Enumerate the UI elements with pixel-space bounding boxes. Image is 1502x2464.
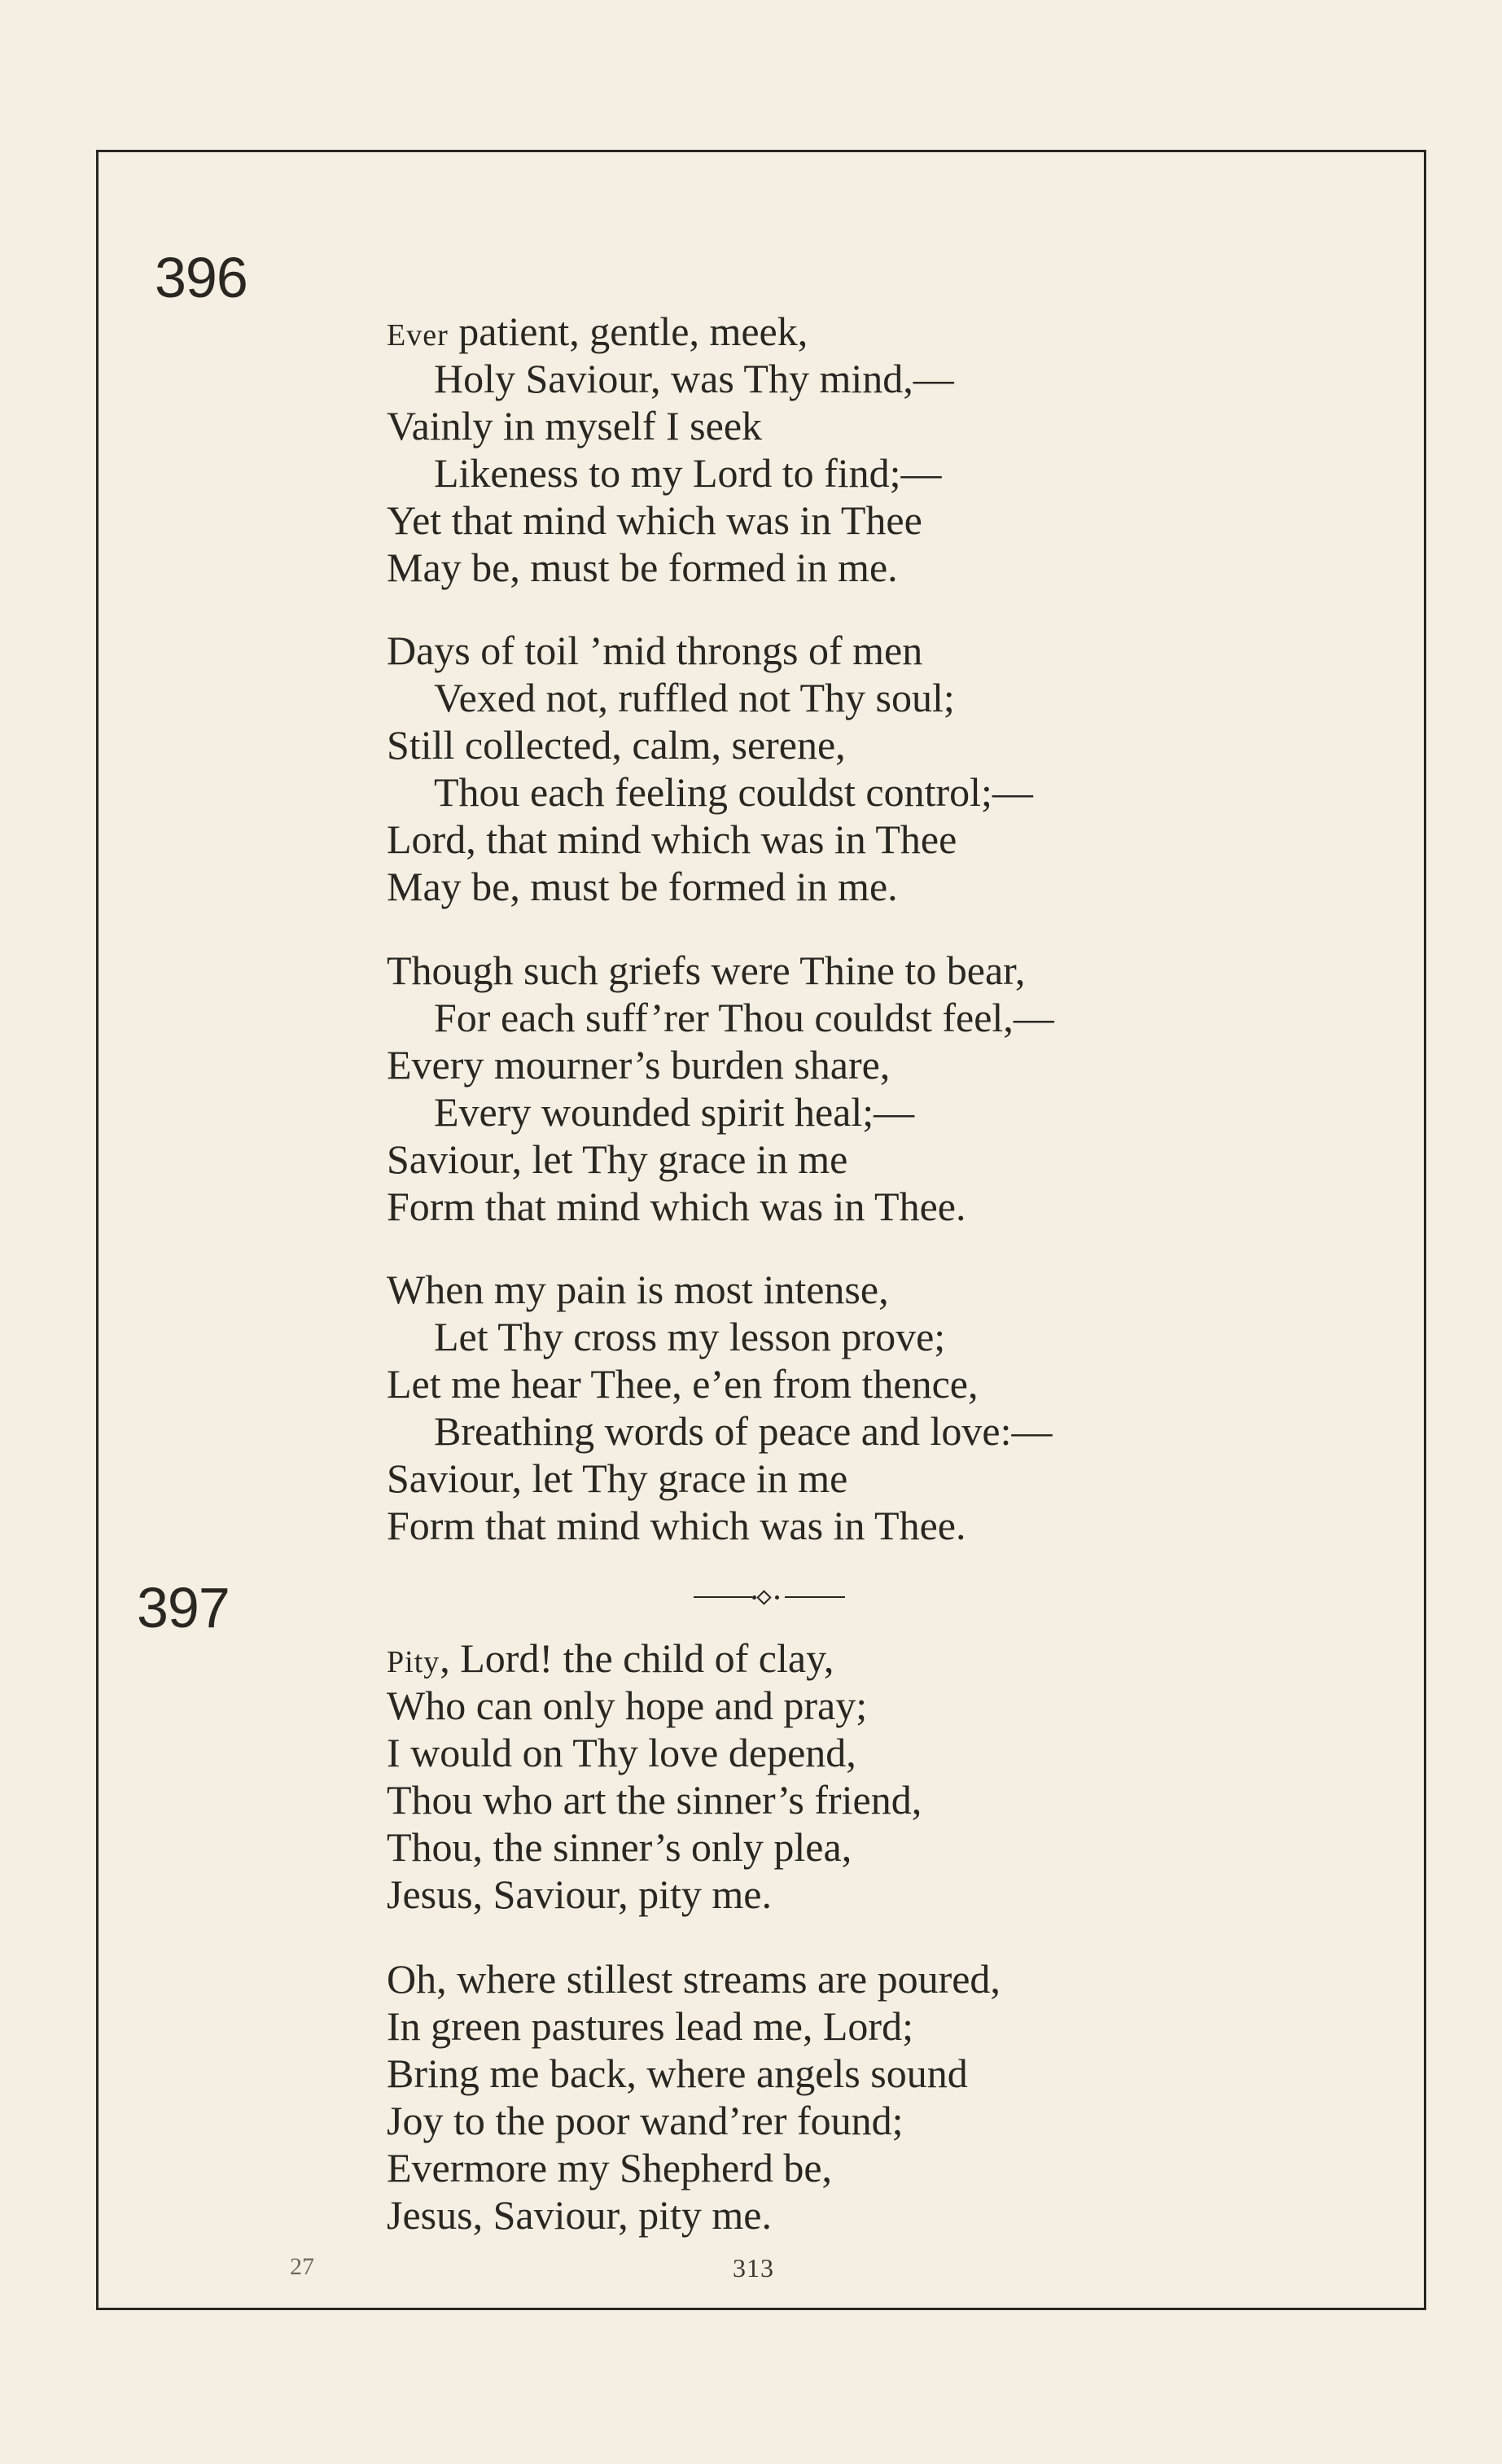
stanza-line: Likeness to my Lord to find;— xyxy=(434,450,942,496)
stanza-line: Form that mind which was in Thee. xyxy=(387,1184,966,1229)
stanza-line: In green pastures lead me, Lord; xyxy=(387,2003,913,2049)
hymn-number-396: 396 xyxy=(155,246,247,309)
signature-mark: 27 xyxy=(290,2253,314,2280)
stanza-line: Who can only hope and pray; xyxy=(387,1683,868,1728)
stanza-line: Holy Saviour, was Thy mind,— xyxy=(434,356,954,401)
first-word-small-caps: Ever xyxy=(387,318,449,352)
stanza-line: Every wounded spirit heal;— xyxy=(434,1089,915,1135)
divider-rule-right xyxy=(785,1596,845,1598)
stanza-line: Evermore my Shepherd be, xyxy=(387,2145,833,2190)
hymn-396-stanza-3 xyxy=(387,947,1054,1230)
hymn-396-stanza-4 xyxy=(387,1266,1052,1549)
stanza-line: Pity, Lord! the child of clay, xyxy=(387,1635,834,1681)
hymn-397-stanza-1 xyxy=(387,1635,922,1918)
stanza-line: Saviour, let Thy grace in me xyxy=(387,1455,848,1501)
stanza-line: Oh, where stillest streams are poured, xyxy=(387,1956,1001,2002)
stanza-line: May be, must be formed in me. xyxy=(387,864,898,909)
stanza-line: Still collected, calm, serene, xyxy=(387,722,846,768)
stanza-line: Though such griefs were Thine to bear, xyxy=(387,948,1026,993)
stanza-line: Let me hear Thee, e’en from thence, xyxy=(387,1361,979,1407)
stanza-line: Yet that mind which was in Thee xyxy=(387,497,922,543)
stanza-line: Saviour, let Thy grace in me xyxy=(387,1136,848,1182)
hymn-397-stanza-2 xyxy=(387,1955,1001,2239)
stanza-line: Form that mind which was in Thee. xyxy=(387,1503,966,1548)
stanza-line: Vainly in myself I seek xyxy=(387,403,763,449)
first-word-small-caps: Pity xyxy=(387,1645,440,1679)
stanza-line: May be, must be formed in me. xyxy=(387,545,898,590)
stanza-line: Joy to the poor wand’rer found; xyxy=(387,2098,904,2143)
stanza-line: I would on Thy love depend, xyxy=(387,1730,856,1775)
hymn-divider-ornament xyxy=(694,1591,845,1603)
stanza-line: Breathing words of peace and love:— xyxy=(434,1408,1053,1454)
stanza-line: Bring me back, where angels sound xyxy=(387,2050,968,2096)
stanza-line: When my pain is most intense, xyxy=(387,1267,889,1312)
stanza-line: For each suff’rer Thou couldst feel,— xyxy=(434,995,1054,1040)
stanza-line: Let Thy cross my lesson prove; xyxy=(434,1314,946,1359)
divider-rule-left xyxy=(694,1596,752,1598)
stanza-line: Thou, the sinner’s only plea, xyxy=(387,1824,852,1870)
hymn-396-stanza-2 xyxy=(387,627,1033,910)
hymn-396-stanza-1 xyxy=(387,308,954,591)
stanza-line: Ever patient, gentle, meek, xyxy=(387,309,808,354)
divider-dot xyxy=(775,1595,779,1600)
divider-diamond-icon xyxy=(756,1590,771,1604)
stanza-line: Vexed not, ruffled not Thy soul; xyxy=(434,675,955,720)
stanza-line: Thou who art the sinner’s friend, xyxy=(387,1777,922,1823)
stanza-line: Days of toil ’mid throngs of men xyxy=(387,628,923,673)
divider-dot xyxy=(752,1595,756,1600)
stanza-line: Thou each feeling couldst control;— xyxy=(434,769,1033,815)
stanza-line: Jesus, Saviour, pity me. xyxy=(387,2192,772,2238)
stanza-line: Jesus, Saviour, pity me. xyxy=(387,1871,772,1917)
page-number: 313 xyxy=(733,2253,774,2282)
hymn-number-397: 397 xyxy=(137,1576,230,1639)
stanza-line: Every mourner’s burden share, xyxy=(387,1042,891,1088)
stanza-line: Lord, that mind which was in Thee xyxy=(387,816,957,862)
